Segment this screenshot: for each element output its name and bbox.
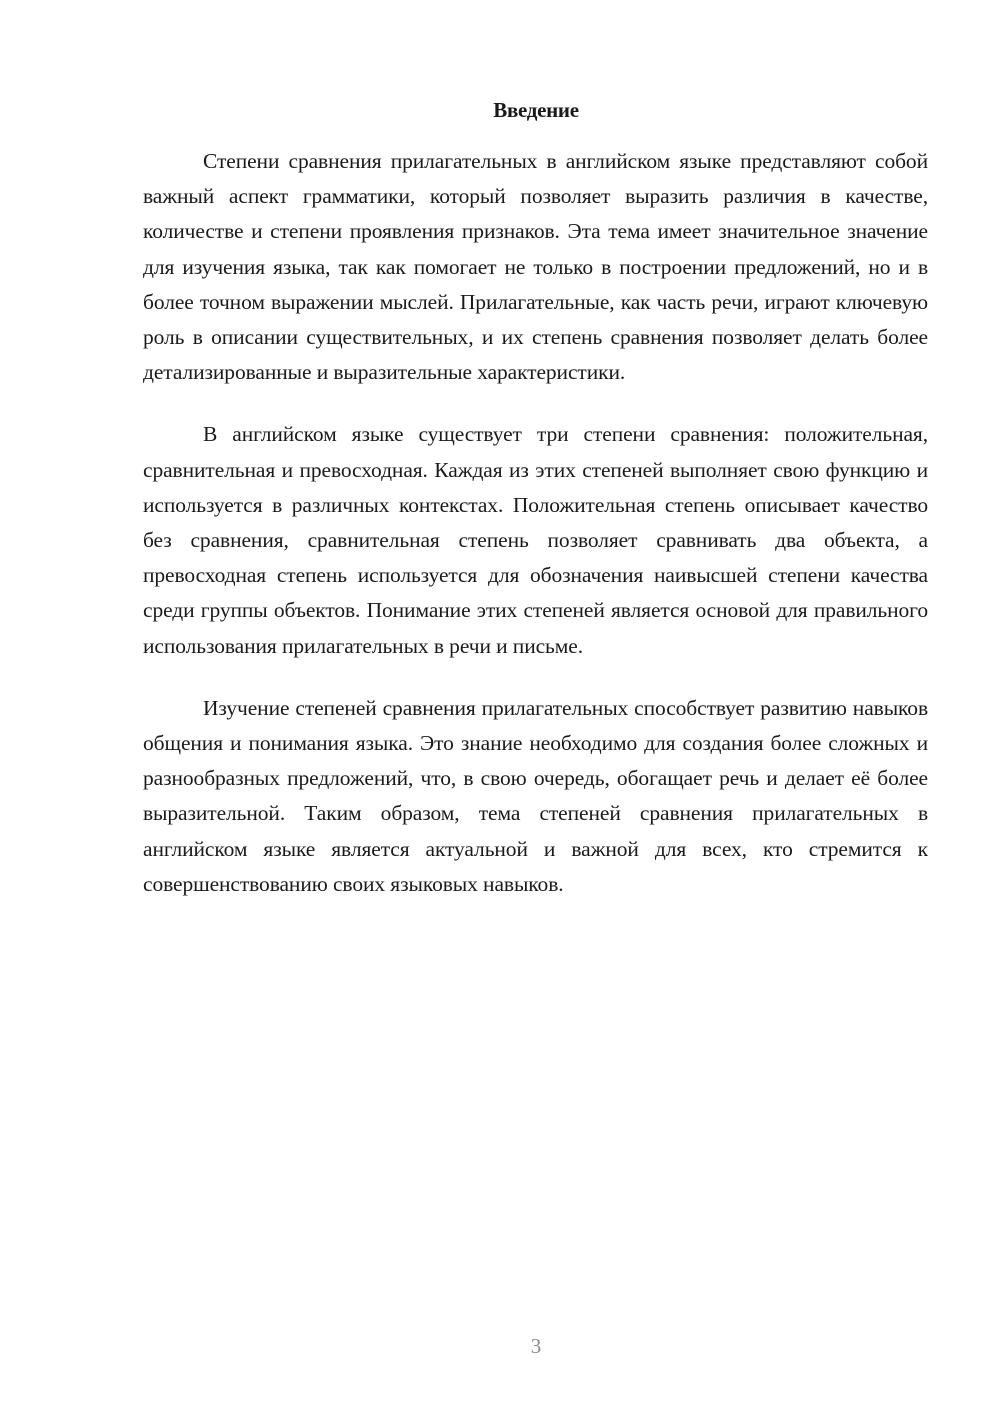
paragraph-1: Степени сравнения прилагательных в английском языке представляют собой важный аспект грамматики, который позволяет выразить различия в качестве, количестве и степени проявления признаков. Эта тема имеет значительное значение для изучения языка, так как помогает не только в построении предложений, но и в более точном выражении мыслей. Прилагательные, как часть речи, играют ключевую роль в описании существительных, и их степень сравнения позволяет делать более детализированные и выразительные характеристики. <box>143 149 928 385</box>
paragraph-3: Изучение степеней сравнения прилагательных способствует развитию навыков общения и понимания языка. Это знание необходимо для создания более сложных и разнообразных предложений, что, в свою очередь, обогащает речь и делает её более выразительной. Таким образом, тема степеней сравнения прилагательных в английском языке является актуальной и важной для всех, кто стремится к совершенствованию своих языковых навыков. <box>143 695 928 896</box>
page-number: 3 <box>530 1334 542 1358</box>
paragraph-2: В английском языке существует три степени сравнения: положительная, сравнительная и превосходная. Каждая из этих степеней выполняет свою функцию и используется в различных контекстах. Положительная степень описывает качество без сравнения, сравнительная степень позволяет сравнивать два объекта, а превосходная степень используется для обозначения наивысшей степени качества среди группы объектов. Понимание этих степеней является основой для правильного использования прилагательных в речи и письме. <box>143 422 928 658</box>
section-heading: Введение <box>493 98 579 122</box>
body-text <box>143 144 928 929</box>
